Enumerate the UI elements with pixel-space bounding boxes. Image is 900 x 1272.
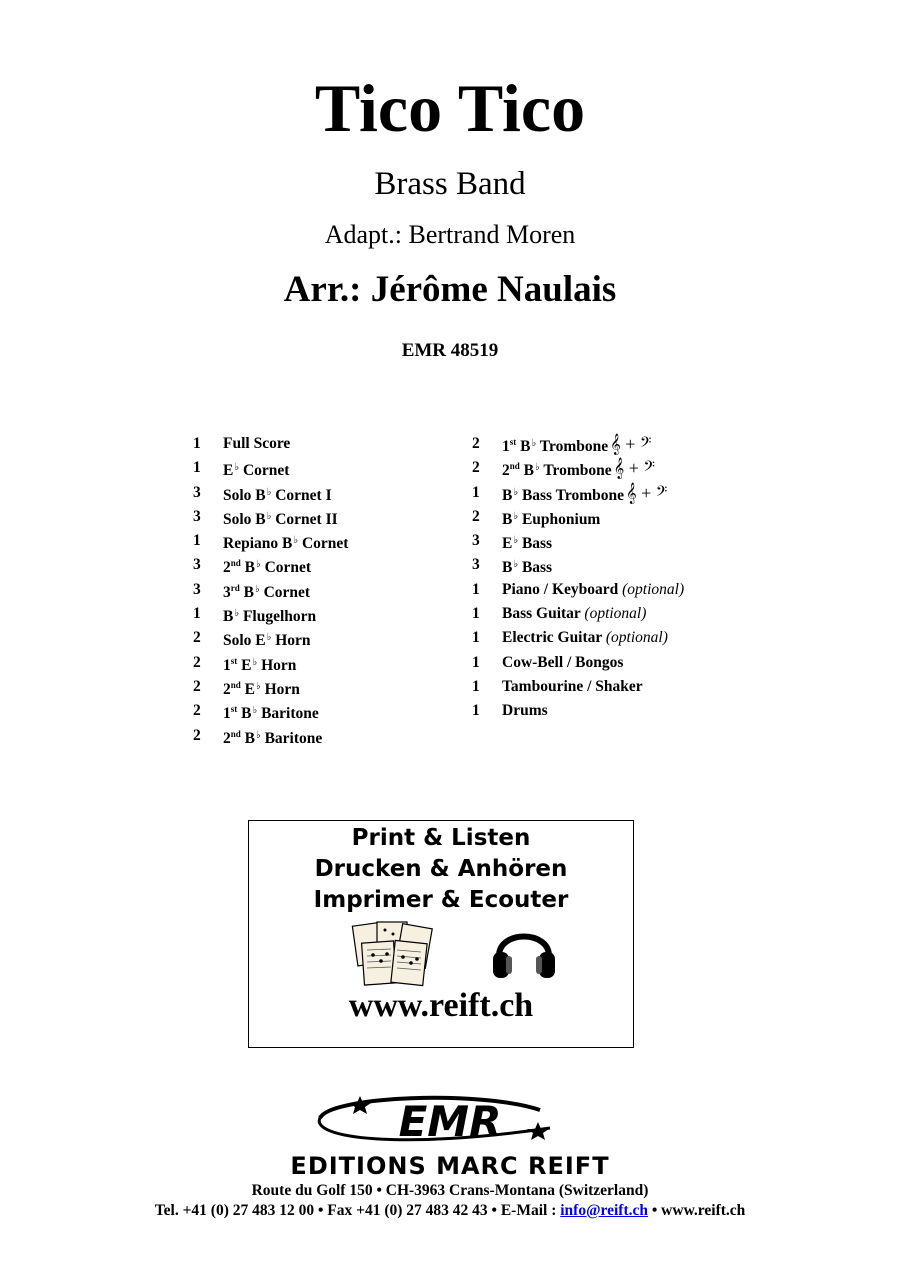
part-row — [472, 578, 684, 602]
part-quantity: 1 — [472, 629, 480, 647]
publisher-contact — [0, 1200, 900, 1222]
part-quantity: 1 — [193, 605, 201, 623]
part-quantity: 2 — [472, 435, 480, 452]
sheet-music-icon — [349, 918, 441, 988]
part-row — [472, 651, 684, 675]
part-quantity: 1 — [472, 702, 480, 720]
part-quantity: 1 — [193, 435, 201, 452]
part-quantity: 3 — [472, 556, 480, 574]
part-row — [193, 578, 348, 602]
flat-symbol: ♭ — [513, 535, 519, 547]
part-name: 1st B♭ Trombone — [502, 436, 609, 455]
flat-symbol: ♭ — [534, 462, 540, 474]
part-row — [472, 553, 684, 577]
part-name: B♭ Bass Trombone — [502, 486, 625, 504]
contact-phone-fax: Tel. +41 (0) 27 483 12 00 • Fax +41 (0) 27 483 42 43 • E-Mail : — [154, 1202, 561, 1219]
part-row — [193, 456, 348, 480]
flat-symbol: ♭ — [252, 705, 258, 717]
publisher-name: EDITIONS MARC REIFT — [290, 1152, 610, 1178]
part-name: Solo B♭ Cornet II — [223, 510, 338, 528]
part-name: Cow-Bell / Bongos — [502, 653, 624, 671]
headphones-icon — [489, 916, 559, 986]
parts-list-right — [472, 432, 684, 724]
flat-symbol: ♭ — [255, 729, 261, 741]
flat-symbol: ♭ — [266, 486, 272, 498]
part-name: Piano / Keyboard (optional) — [502, 580, 685, 598]
flat-symbol: ♭ — [255, 680, 261, 692]
emr-logo — [250, 1088, 650, 1178]
part-row — [472, 699, 684, 723]
part-row — [193, 553, 348, 577]
part-quantity: 3 — [193, 483, 201, 501]
part-name: E♭ Cornet — [223, 462, 290, 480]
part-row — [193, 699, 348, 723]
part-row — [193, 602, 348, 626]
flat-symbol: ♭ — [513, 510, 519, 522]
part-row — [472, 626, 684, 650]
page-title: Tico Tico — [314, 70, 586, 146]
logo-text: EMR — [398, 1097, 502, 1146]
part-row — [193, 481, 348, 505]
part-quantity: 2 — [193, 702, 201, 720]
part-row — [472, 481, 684, 505]
part-row — [472, 675, 684, 699]
part-row — [472, 602, 684, 626]
part-quantity: 1 — [193, 532, 201, 550]
part-name: E♭ Bass — [502, 535, 553, 553]
promo-line-german: Drucken & Anhören — [314, 856, 568, 882]
part-row — [193, 529, 348, 553]
publisher-address: Route du Golf 150 • CH-3963 Crans-Montana (Switzerland) — [251, 1182, 649, 1199]
parts-list-left — [193, 432, 348, 748]
part-quantity: 1 — [472, 653, 480, 671]
part-row — [472, 432, 684, 456]
part-quantity: 1 — [472, 677, 480, 695]
part-row — [193, 505, 348, 529]
flat-symbol: ♭ — [293, 535, 299, 547]
part-name: Bass Guitar (optional) — [502, 605, 647, 623]
part-row — [193, 432, 348, 456]
part-quantity: 2 — [193, 653, 201, 671]
part-name: 2nd B♭ Trombone — [502, 461, 612, 480]
part-name: Solo B♭ Cornet I — [223, 486, 332, 504]
part-row — [472, 505, 684, 529]
part-quantity: 2 — [193, 629, 201, 647]
part-name: Tambourine / Shaker — [502, 677, 643, 695]
part-quantity: 3 — [472, 532, 480, 550]
promo-line-english: Print & Listen — [351, 825, 531, 851]
part-name: Full Score — [223, 435, 291, 452]
print-listen-box — [248, 820, 634, 1048]
part-row — [193, 626, 348, 650]
part-name: B♭ Euphonium — [502, 510, 601, 528]
part-name: Electric Guitar (optional) — [502, 629, 668, 647]
part-quantity: 2 — [472, 507, 480, 525]
promo-icons — [249, 916, 633, 986]
part-row — [193, 724, 348, 748]
clef-icons: 𝄞 + 𝄢 — [610, 434, 652, 454]
part-quantity: 3 — [193, 507, 201, 525]
flat-symbol: ♭ — [255, 559, 261, 571]
part-quantity: 3 — [193, 556, 201, 574]
part-name: 2nd B♭ Cornet — [223, 558, 312, 577]
part-name: 3rd B♭ Cornet — [223, 582, 311, 601]
part-name: B♭ Bass — [502, 559, 553, 577]
part-quantity: 2 — [193, 726, 201, 744]
part-name: Solo E♭ Horn — [223, 632, 311, 650]
part-name: 2nd E♭ Horn — [223, 679, 300, 698]
flat-symbol: ♭ — [234, 608, 240, 620]
flat-symbol: ♭ — [531, 438, 537, 449]
flat-symbol: ♭ — [234, 462, 240, 474]
part-quantity: 2 — [193, 677, 201, 695]
clef-icons: 𝄞 + 𝄢 — [626, 482, 668, 503]
part-row — [193, 651, 348, 675]
part-name: Repiano B♭ Cornet — [223, 535, 349, 553]
flat-symbol: ♭ — [266, 632, 272, 644]
part-quantity: 1 — [472, 605, 480, 623]
part-name: Drums — [502, 702, 548, 720]
part-row — [472, 456, 684, 480]
part-name: B♭ Flugelhorn — [223, 608, 317, 626]
flat-symbol: ♭ — [252, 656, 258, 668]
part-quantity: 3 — [193, 580, 201, 598]
promo-url[interactable]: www.reift.ch — [348, 987, 534, 1024]
flat-symbol: ♭ — [513, 559, 519, 571]
part-quantity: 1 — [472, 580, 480, 598]
arranger-credit: Arr.: Jérôme Naulais — [283, 269, 617, 310]
part-quantity: 2 — [472, 459, 480, 477]
flat-symbol: ♭ — [254, 583, 260, 595]
part-quantity: 1 — [193, 459, 201, 477]
part-quantity: 1 — [472, 483, 480, 501]
flat-symbol: ♭ — [513, 486, 519, 498]
part-row — [472, 529, 684, 553]
part-row — [193, 675, 348, 699]
email-link[interactable]: info@reift.ch — [560, 1202, 648, 1219]
adaptation-credit: Adapt.: Bertrand Moren — [324, 220, 576, 249]
catalog-number: EMR 48519 — [401, 340, 499, 361]
part-name: 2nd B♭ Baritone — [223, 728, 323, 747]
promo-line-french: Imprimer & Ecouter — [313, 887, 569, 913]
flat-symbol: ♭ — [266, 510, 272, 522]
contact-website: • www.reift.ch — [648, 1202, 746, 1219]
part-name: 1st E♭ Horn — [223, 655, 297, 674]
subtitle: Brass Band — [374, 166, 526, 202]
part-name: 1st B♭ Baritone — [223, 704, 319, 723]
clef-icons: 𝄞 + 𝄢 — [613, 458, 656, 479]
